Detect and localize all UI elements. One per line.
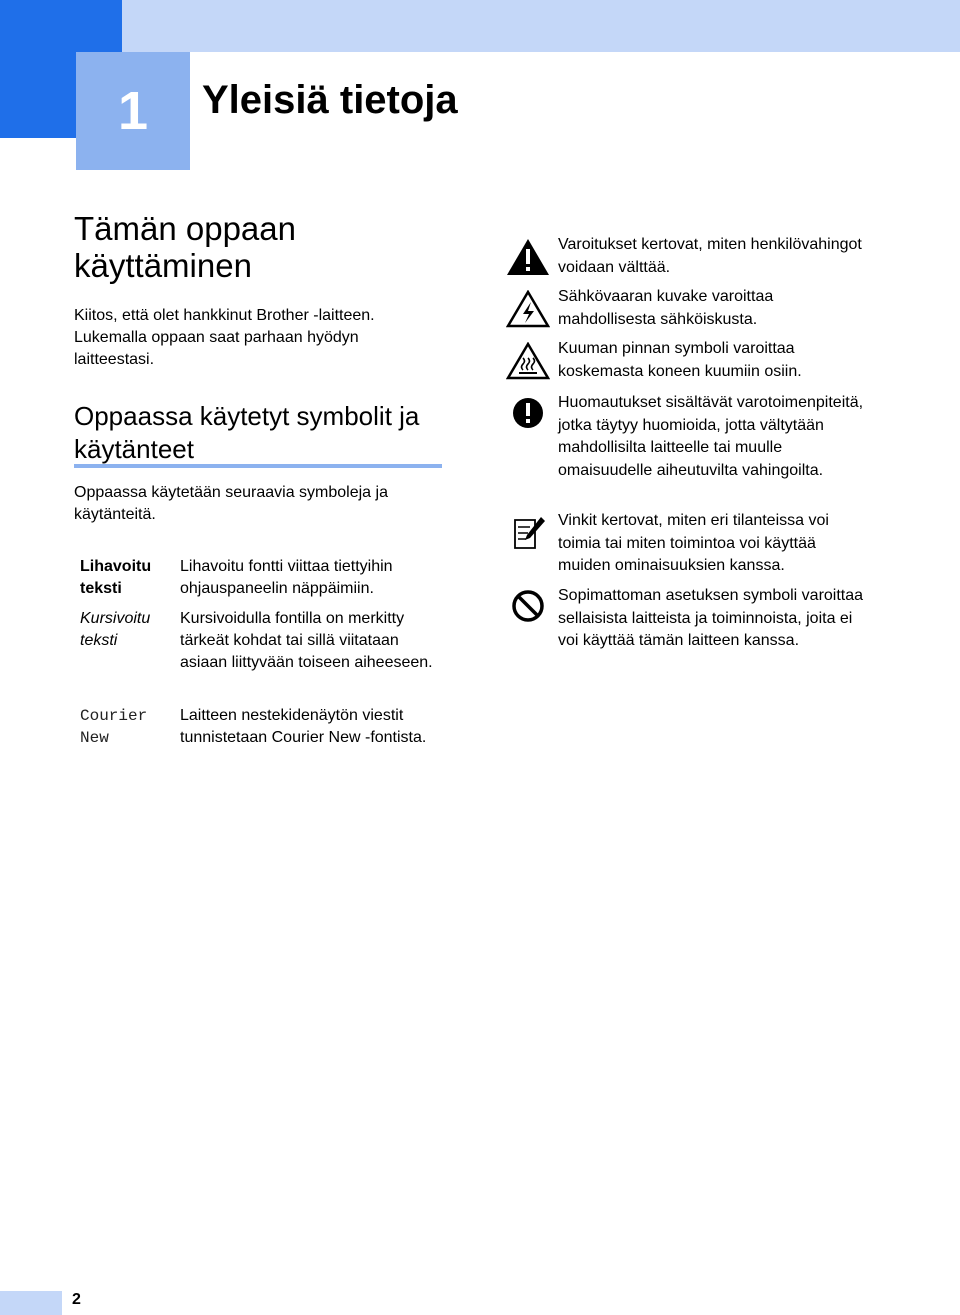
chapter-number-box <box>76 52 190 170</box>
note-pencil-icon <box>498 510 558 578</box>
page-number: 2 <box>72 1291 81 1308</box>
symbol-description: Sähkövaaran kuvake varoittaa mahdollisesta sähköiskusta. <box>558 288 774 328</box>
header-band <box>0 0 960 52</box>
symbol-description: Huomautukset sisältävät varotoimenpiteitä, jotka täytyy huomioida, jotta vältytään mahdollisilta laitteelle tai muulle omaisuudelle aiheutuvilta vahingoilta. <box>558 394 864 479</box>
symbol-description: Varoitukset kertovat, miten henkilövahingot voidaan välttää. <box>558 236 862 276</box>
chapter-title: Yleisiä tietoja <box>202 78 458 122</box>
prohibited-icon <box>498 585 558 653</box>
convention-term: Courier New <box>80 707 148 747</box>
section-title: Tämän oppaan käyttäminen <box>74 210 296 284</box>
electrical-hazard-icon <box>498 286 558 331</box>
chapter-number: 1 <box>117 81 149 141</box>
symbol-caution <box>498 392 868 482</box>
subsection-rule <box>74 464 442 468</box>
convention-description: Laitteen nestekidenäytön viestit tunnistetaan Courier New -fontista. <box>180 707 427 746</box>
convention-term: Kursivoitu teksti <box>80 610 151 649</box>
symbol-description: Kuuman pinnan symboli varoittaa koskemasta koneen kuumiin osiin. <box>558 340 802 380</box>
convention-term: Lihavoitu teksti <box>80 558 152 597</box>
convention-courier <box>80 705 440 749</box>
convention-description: Lihavoitu fontti viittaa tiettyihin ohjauspaneelin näppäimiin. <box>180 558 393 597</box>
symbol-electrical <box>498 286 868 331</box>
subsection-intro: Oppaassa käytetään seuraavia symboleja ja käytänteitä. <box>74 484 388 523</box>
page-number-tab <box>0 1291 62 1315</box>
warning-triangle-icon <box>498 234 558 279</box>
section-intro: Kiitos, että olet hankkinut Brother -laitteen. Lukemalla oppaan saat parhaan hyödyn laitteestasi. <box>74 307 375 368</box>
caution-exclamation-icon <box>498 392 558 482</box>
convention-bold <box>80 556 440 600</box>
subsection-title: Oppaassa käytetyt symbolit ja käytänteet <box>74 401 420 464</box>
symbol-prohibited <box>498 585 868 653</box>
symbol-warning <box>498 234 868 279</box>
convention-description: Kursivoidulla fontilla on merkitty tärkeät kohdat tai sillä viitataan asiaan liittyvään toiseen aiheeseen. <box>180 610 433 671</box>
symbol-hot-surface <box>498 338 868 383</box>
hot-surface-icon <box>498 338 558 383</box>
convention-italic <box>80 608 440 674</box>
symbol-note <box>498 510 868 578</box>
symbol-description: Vinkit kertovat, miten eri tilanteissa voi toimia tai miten toimintoa voi käyttää muiden ominaisuuksien kanssa. <box>558 512 829 574</box>
symbol-description: Sopimattoman asetuksen symboli varoittaa sellaisista laitteista ja toiminnoista, joita ei voi käyttää tämän laitteen kanssa. <box>558 587 864 649</box>
